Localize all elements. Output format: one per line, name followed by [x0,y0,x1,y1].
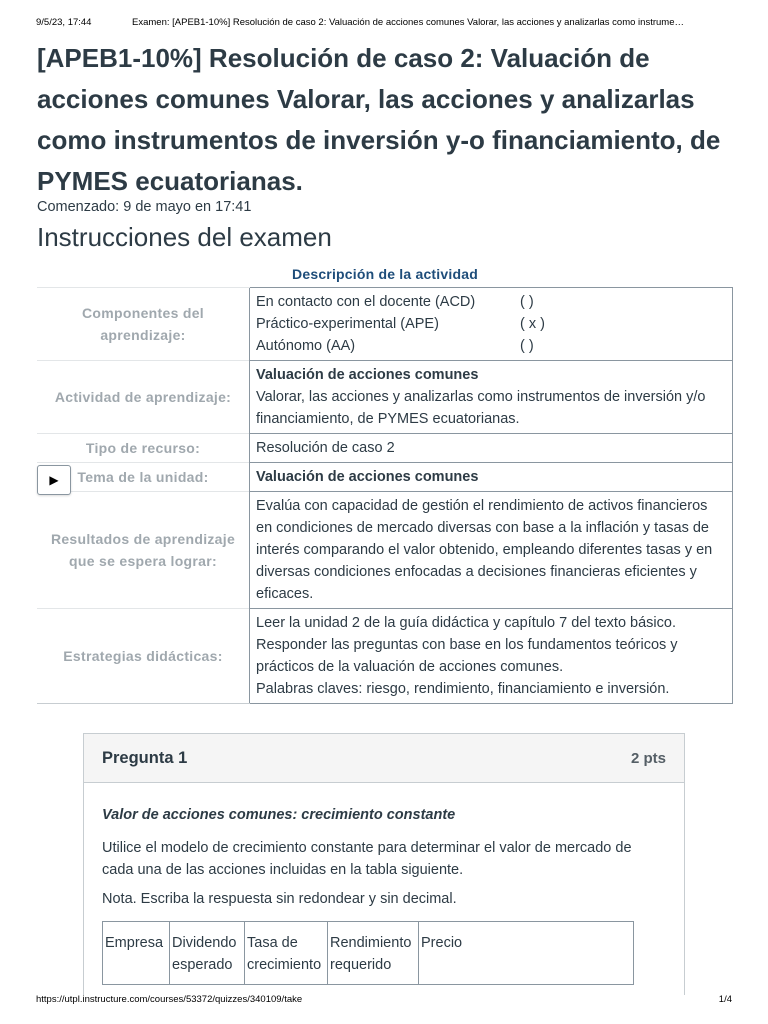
question-note: Nota. Escriba la respuesta sin redondear y sin decimal. [102,891,457,907]
table-row [37,609,733,704]
component-option [256,313,726,335]
activity-description-caption: Descripción de la actividad [292,266,478,282]
results-value: Evalúa con capacidad de gestión el rendimiento de activos financieros en condiciones de mercado diversas con base a la inflación y tasas de interés comparando el valor obtenido, empleando diferentes tasas y en diversas condiciones enfocadas a decisiones financieras eficientes y eficaces. [250,492,733,609]
question-name: Pregunta 1 [102,748,188,767]
instructions-title: Instrucciones del examen [37,222,332,252]
table-header-row [103,922,634,985]
components-label: Componentes del aprendizaje: [37,288,250,361]
activity-text: Valorar, las acciones y analizarlas como instrumentos de inversión y/o financiamiento, de PYMES ecuatorianas. [256,389,706,427]
print-page-number: 1/4 [718,994,732,1005]
topic-value: Valuación de acciones comunes [250,463,733,492]
question-data-table [102,921,634,985]
question-card [83,733,685,995]
table-row [37,463,733,492]
resource-value: Resolución de caso 2 [250,434,733,463]
question-text: Utilice el modelo de crecimiento constante para determinar el valor de mercado de cada una de las acciones incluidas en la tabla siguiente. [102,840,632,878]
question-header [84,734,684,783]
component-option-mark: ( ) [520,294,534,310]
column-header-tasa: Tasa de crecimiento [245,922,328,985]
play-icon: ▶ [49,473,59,487]
print-page-title: Examen: [APEB1-10%] Resolución de caso 2: Valuación de acciones comunes Valorar, las acciones y analizarlas como instrume… [132,17,684,28]
column-header-precio: Precio [419,922,634,985]
column-header-empresa: Empresa [103,922,170,985]
column-header-rendimiento: Rendimiento requerido [328,922,419,985]
component-option-label: Autónomo (AA) [256,338,356,354]
column-header-dividendo: Dividendo esperado [170,922,245,985]
resource-label: Tipo de recurso: [37,434,250,463]
component-option [256,291,726,313]
exam-started: Comenzado: 9 de mayo en 17:41 [37,199,252,215]
components-cell [250,288,733,361]
strategies-label: Estrategias didácticas: [37,609,250,704]
results-label: Resultados de aprendizaje que se espera lograr: [37,492,250,609]
question-subtitle: Valor de acciones comunes: crecimiento constante [102,807,456,823]
component-option-label: En contacto con el docente (ACD) [256,294,476,310]
component-option-mark: ( ) [520,338,534,354]
activity-cell [250,361,733,434]
table-row [37,361,733,434]
table-row [37,492,733,609]
print-date: 9/5/23, 17:44 [36,17,92,28]
activity-description-table [37,264,733,704]
component-option-mark: ( x ) [520,316,545,332]
activity-label: Actividad de aprendizaje: [37,361,250,434]
print-footer [36,994,732,1005]
table-row [37,434,733,463]
strategies-cell [250,609,733,704]
strategy-line: Responder las preguntas con base en los fundamentos teóricos y prácticos de la valuación de acciones comunes. [256,637,678,675]
activity-name: Valuación de acciones comunes [256,367,479,383]
topic-label: Tema de la unidad: [37,463,250,492]
print-url: https://utpl.instructure.com/courses/53372/quizzes/340109/take [36,994,303,1005]
question-body [84,807,684,985]
question-points: 2 pts [630,749,666,767]
table-row [37,288,733,361]
print-header [36,17,732,28]
component-option-label: Práctico-experimental (APE) [256,316,439,332]
component-option [256,335,726,357]
strategy-line: Leer la unidad 2 de la guía didáctica y capítulo 7 del texto básico. [256,615,676,631]
play-media-button[interactable] [37,465,71,495]
strategy-line: Palabras claves: riesgo, rendimiento, financiamiento e inversión. [256,681,670,697]
exam-title: [APEB1-10%] Resolución de caso 2: Valuación de acciones comunes Valorar, las acciones y analizarlas como instrumentos de inversión y-o financiamiento, de PYMES ecuatorianas. [37,43,721,196]
